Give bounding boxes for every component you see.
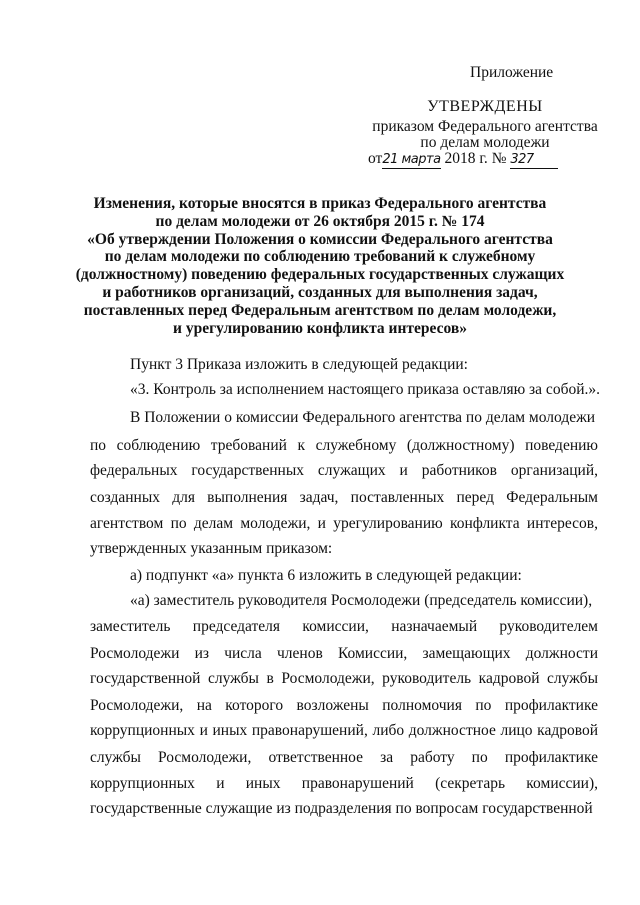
paragraph-line: «3. Контроль за исполнением настоящего приказа оставляю за собой.». (130, 381, 600, 398)
paragraph-line: Росмолодежи, на которого возложены полномочия по профилактике (90, 697, 598, 714)
title-line: по делам молодежи по соблюдению требований к служебному (104, 248, 536, 266)
paragraph-line: «а) заместитель руководителя Росмолодежи (председатель комиссии), (130, 592, 593, 609)
date-prefix: от (368, 150, 383, 167)
paragraph-line: Пункт 3 Приказа изложить в следующей редакции: (130, 356, 468, 373)
paragraph-line: коррупционных и иных правонарушений (секретарь комиссии), (90, 775, 598, 792)
title-line: (должностному) поведению федеральных государственных служащих (75, 266, 565, 284)
title-line: Изменения, которые вносятся в приказ Федерального агентства (93, 195, 547, 212)
approved-label: УТВЕРЖДЕНЫ (427, 98, 543, 115)
paragraph-line: Росмолодежи из числа членов Комиссии, замещающих должности (90, 645, 598, 662)
handwritten-date: 21 марта (382, 152, 441, 167)
paragraph-line: утвержденных указанным приказом: (90, 540, 333, 557)
paragraph-line: а) подпункт «а» пункта 6 изложить в следующей редакции: (130, 567, 522, 584)
handwritten-number: 327 (510, 152, 558, 169)
paragraph-line: коррупционных и иных правонарушений, либо должностное лицо кадровой (90, 722, 598, 739)
appendix-label: Приложение (470, 64, 554, 81)
paragraph-line: агентством по делам молодежи, и урегулированию конфликта интересов, (90, 515, 598, 532)
paragraph-line: государственной службы в Росмолодежи, руководитель кадровой службы (90, 670, 598, 687)
paragraph-line: заместитель председателя комиссии, назначаемый руководителем (90, 618, 598, 635)
title-line: поставленных перед Федеральным агентством по делам молодежи, (83, 301, 557, 319)
title-line: по делам молодежи от 26 октября 2015 г. № 174 (155, 212, 485, 230)
title-line: «Об утверждении Положения о комиссии Федерального агентства (87, 230, 553, 248)
title-line: и работников организаций, созданных для выполнения задач, (102, 283, 538, 301)
paragraph-line: по соблюдению требований к служебному (должностному) поведению (90, 437, 598, 454)
document-title (60, 195, 580, 337)
approval-order-line1: приказом Федерального агентства (372, 118, 598, 135)
paragraph-line: службы Росмолодежи, ответственное за работу по профилактике (90, 749, 598, 766)
number-sign: № (491, 150, 511, 167)
year-text: 2018 г. (440, 150, 492, 167)
paragraph-line: В Положении о комиссии Федерального агентства по делам молодежи (130, 409, 596, 426)
paragraph-line: государственные служащие из подразделения по вопросам государственной (90, 800, 593, 817)
title-line: и урегулированию конфликта интересов» (173, 319, 467, 337)
paragraph-line: федеральных государственных служащих и работников организаций, (90, 462, 598, 479)
approval-order-line2: по делам молодежи (420, 134, 550, 151)
paragraph-line: созданных для выполнения задач, поставленных перед Федеральным (90, 489, 598, 506)
order-date-number-line (368, 150, 558, 169)
